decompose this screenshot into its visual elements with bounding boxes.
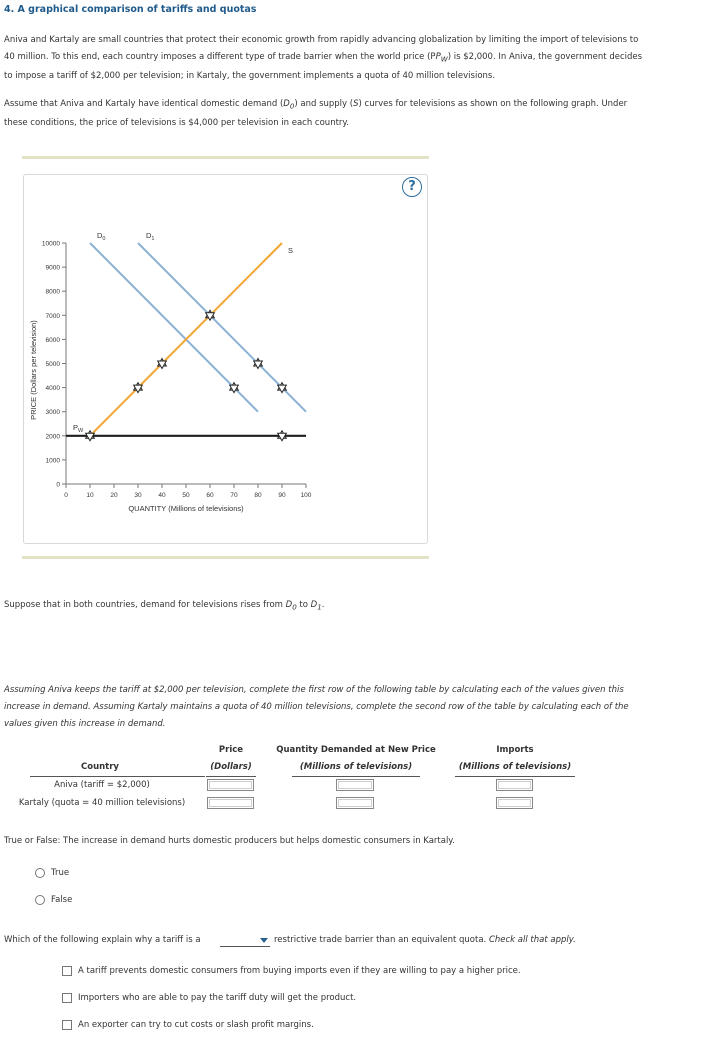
y-tick-label: 8000 xyxy=(45,288,60,296)
true-radio[interactable] xyxy=(35,868,45,878)
option-3-checkbox[interactable] xyxy=(62,1020,72,1030)
true-false-question: True or False: The increase in demand hurts domestic producers but helps domestic consumers in Kartaly. xyxy=(4,836,455,846)
intro-p2-line-2: these conditions, the price of televisions is $4,000 per television in each country. xyxy=(4,117,349,128)
question-title: 4. A graphical comparison of tariffs and quotas xyxy=(4,4,257,15)
chart-lines xyxy=(66,243,306,436)
mc-question-prefix: Which of the following explain why a tariff is a xyxy=(4,935,201,945)
table-instructions xyxy=(4,682,694,733)
false-label: False xyxy=(51,895,73,905)
option-1-label: A tariff prevents domestic consumers from buying imports even if they are willing to pay a higher price. xyxy=(78,966,521,976)
false-radio[interactable] xyxy=(35,895,45,905)
table-header-rule xyxy=(30,776,205,777)
option-2-checkbox[interactable] xyxy=(62,993,72,1003)
y-tick-label: 0 xyxy=(56,481,60,489)
d0-curve-label: $D_0$ xyxy=(97,231,106,242)
x-tick-label: 80 xyxy=(254,492,262,499)
intro-line-3: to impose a tariff of $2,000 per television; in Kartaly, the government implements a quota of 40 million televisions. xyxy=(4,70,496,81)
help-button[interactable]: ? xyxy=(402,177,422,197)
y-tick-label: 7000 xyxy=(45,312,60,320)
kartaly-price-input[interactable] xyxy=(207,797,254,809)
row-aniva-country: Aniva (tariff = $2,000) xyxy=(54,780,150,790)
s-curve-label: S xyxy=(288,246,294,255)
aniva-price-input[interactable] xyxy=(207,779,254,791)
chart-axes xyxy=(42,241,312,500)
aniva-quantity-input[interactable] xyxy=(336,779,374,791)
instructions-line-3: values given this increase in demand. xyxy=(4,719,166,729)
y-tick-label: 6000 xyxy=(45,336,60,344)
y-tick-label: 2000 xyxy=(45,433,60,441)
shift-d0-sub: 0 xyxy=(292,602,297,612)
pw-main: P xyxy=(435,52,441,62)
x-tick-label: 90 xyxy=(278,492,286,499)
x-tick-label: 50 xyxy=(182,492,190,499)
x-tick-label: 40 xyxy=(158,492,166,499)
x-tick-label: 20 xyxy=(110,492,118,499)
s-symbol: S xyxy=(353,99,359,109)
p2-text-a: Assume that Aniva and Kartaly have identical domestic demand ( xyxy=(4,99,284,109)
shift-text-c: . xyxy=(321,600,325,610)
x-tick-label: 100 xyxy=(300,492,312,499)
x-tick-label: 30 xyxy=(134,492,142,499)
x-tick-label: 60 xyxy=(206,492,214,499)
p2-text-c: ) curves for televisions as shown on the following graph. Under xyxy=(358,99,628,109)
p2-text-b: ) and supply ( xyxy=(294,99,354,109)
kartaly-quantity-input[interactable] xyxy=(336,797,374,809)
mc-suffix-text: restrictive trade barrier than an equivalent quota. xyxy=(274,935,487,945)
d0-main: D xyxy=(283,99,290,109)
shift-text-b: to xyxy=(296,600,311,610)
chart-markers xyxy=(86,310,287,441)
shift-d0-main: D xyxy=(285,600,293,610)
y-tick-label: 1000 xyxy=(45,457,60,465)
more-less-dropdown[interactable] xyxy=(220,937,270,947)
shift-d1 xyxy=(311,600,322,610)
x-tick-label: 70 xyxy=(230,492,238,499)
intro-line-2-end: ) is $2,000. In Aniva, the government decides xyxy=(447,52,643,62)
mc-check-all-note: Check all that apply. xyxy=(488,935,576,945)
d0-sub: 0 xyxy=(289,101,295,111)
pw-line-label: $P_W$ xyxy=(73,423,84,434)
y-tick-label: 10000 xyxy=(41,240,60,248)
x-tick-label: 0 xyxy=(64,492,68,499)
star-of-david-marker xyxy=(278,431,287,441)
col-qd-subheader: (Millions of televisions) xyxy=(299,762,413,772)
pw-sub: W xyxy=(440,54,448,64)
option-1-checkbox[interactable] xyxy=(62,966,72,976)
mc-question-suffix xyxy=(274,935,576,945)
instructions-line-2: increase in demand. Assuming Kartaly maintains a quota of 40 million televisions, complete the second row of the table by calculating each of the xyxy=(4,702,629,712)
col-price-subheader: (Dollars) xyxy=(210,762,252,772)
option-3-label: An exporter can try to cut costs or slash profit margins. xyxy=(78,1020,314,1030)
kartaly-imports-input[interactable] xyxy=(496,797,533,809)
graph-bottom-divider xyxy=(22,556,429,559)
aniva-imports-input[interactable] xyxy=(496,779,533,791)
col-imports-header: Imports xyxy=(496,745,534,755)
table-header-rule-qd xyxy=(292,776,420,777)
col-imports-subheader: (Millions of televisions) xyxy=(458,762,572,772)
col-country-header: Country xyxy=(81,762,119,772)
intro-line-2-text: 40 million. To this end, each country imposes a different type of trade barrier when the world price (P xyxy=(4,52,436,62)
col-qd-header: Quantity Demanded at New Price xyxy=(276,745,436,755)
x-axis-title: QUANTITY (Millions of televisions) xyxy=(128,504,244,513)
shift-d1-sub: 1 xyxy=(317,602,322,612)
y-tick-label: 4000 xyxy=(45,385,60,393)
shift-d1-main: D xyxy=(310,600,318,610)
y-tick-label: 9000 xyxy=(45,264,60,272)
shift-text-a: Suppose that in both countries, demand for televisions rises from xyxy=(4,600,286,610)
col-price-header: Price xyxy=(218,745,244,755)
intro-line-1: Aniva and Kartaly are small countries that protect their economic growth from rapidly advancing globalization by limiting the import of televisions to xyxy=(4,35,639,45)
y-tick-label: 3000 xyxy=(45,409,60,417)
true-label: True xyxy=(51,868,70,878)
table-header-rule-imports xyxy=(455,776,575,777)
x-tick-label: 10 xyxy=(86,492,94,499)
chart-curve-labels xyxy=(73,231,293,434)
d1-curve-label: $D_1$ xyxy=(146,231,155,242)
option-2-label: Importers who are able to pay the tariff duty will get the product. xyxy=(78,993,357,1003)
y-axis-title: PRICE (Dollars per television) xyxy=(29,320,38,420)
shift-d0 xyxy=(286,600,297,610)
instructions-line-1: Assuming Aniva keeps the tariff at $2,000 per television, complete the first row of the following table by calculating each of the values given this xyxy=(4,685,624,695)
y-tick-label: 5000 xyxy=(45,361,60,368)
table-header-rule-price xyxy=(206,776,256,777)
chevron-down-icon xyxy=(260,938,268,943)
demand-shift-sentence xyxy=(4,600,324,612)
row-kartaly-country: Kartaly (quota = 40 million televisions) xyxy=(18,798,186,808)
